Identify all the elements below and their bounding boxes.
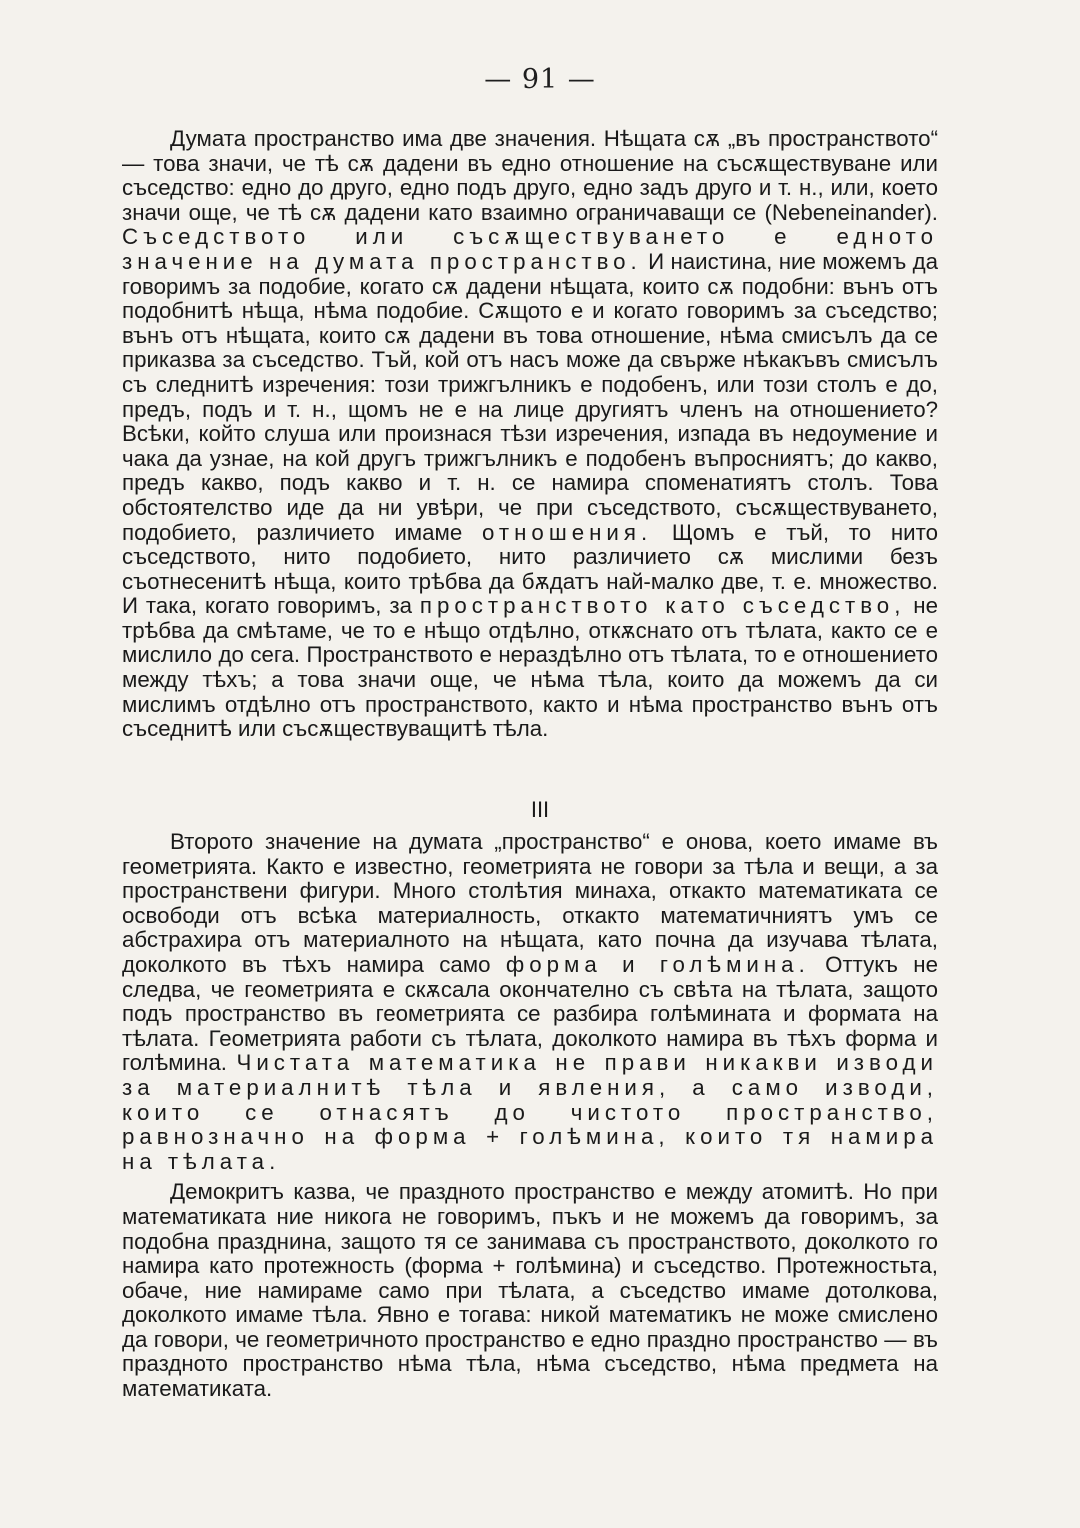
emphasized-text: пространството като съседство, — [419, 593, 906, 619]
text-run: Демокритъ казва, че праздното пространство е между атомитѣ. Но при математиката ние никога не говоримъ, пъкъ и не можемъ да говоримъ, за подобна празднина, защото тя се занимава съ пространството, доколкото го намира като протежность (форма + голѣмина) и съседство. Протежностьта, обаче, ние намираме само при тѣлата, а съседство имаме дотолкова, доколкото имаме тѣла. Явно е тогава: никой математикъ не може смислено да говори, че геометричното пространство е едно праздно пространство — въ праздното пространство нѣма тѣла, нѣма съседство, нѣма предмета на математиката. — [122, 1179, 938, 1402]
text-run: Второто значение на думата „пространство“ е онова, което имаме въ геометрията. Както е известно, геометрията не говори за тѣла и вещи, а за пространствени фигури. Много столѣтия минаха, откакто математиката се освободи отъ всѣка материалность, откакто математичниятъ умъ се абстрахира отъ материалното на нѣщата, като почна да изучава тѣлата, доколкото въ тѣхъ намира само — [122, 829, 938, 977]
paragraph — [122, 127, 938, 742]
text-run: Щомъ е тъй, то нито съседството, нито подобието, нито различието сѫ мислими безъ съотнесенитѣ нѣща, които трѣбва да бѫдатъ най-малко две, т. е. множество. И така, когато говоримъ, за — [122, 519, 938, 619]
text-block-section-ii — [122, 127, 938, 742]
text-run: И наистина, ние можемъ да говоримъ за подобие, когато сѫ дадени нѣщата, които сѫ подобни: вънъ отъ подобнитѣ нѣща, нѣма подобие. Сѫщото е и когато говоримъ за съседство; вънъ отъ нѣщата, които сѫ дадени въ това отношение, нѣма смисълъ да се приказва за съседство. Тъй, кой отъ насъ може да свърже нѣкакъвъ смисълъ съ следнитѣ изречения: този трижгълникъ е подобенъ, или този столъ е до, предъ, подъ и т. н., щомъ не е на лице другиятъ членъ на отношението? Всѣки, който слуша или произнася тѣзи изречения, изпада въ недоумение и чака да узнае, на кой другъ трижгълникъ е подобенъ въпросниятъ; до какво, предъ какво, подъ какво и т. н. се намира споменатиятъ столъ. Това обстоятелство иде да ни увѣри, че при съседството, съсѫществуването, подобието, различието имаме — [122, 248, 939, 545]
emphasized-text: форма и голѣмина. — [505, 951, 810, 977]
text-run: не трѣбва да смѣтаме, че то е нѣщо отдѣлно, откѫснато отъ тѣлата, както се е мислило до сега. Пространството е нераздѣлно отъ тѣлата, то е отношението между тѣхъ; а това значи още, че нѣма тѣла, които да можемъ да си мислимъ отдѣлно отъ пространството, както и нѣма пространство вънъ отъ съседнитѣ или съсѫществуващитѣ тѣла. — [122, 593, 938, 742]
paragraph — [122, 1180, 938, 1401]
text-run: Думата пространство има две значения. Нѣщата сѫ „въ пространството“ — това значи, че тѣ сѫ дадени въ едно отношение на съсѫществуване или съседство: едно до друго, едно подъ друго, едно задъ друго и т. н., или, което значи още, че тѣ сѫ дадени като взаимно ограничаващи се (Nebeneinander). — [122, 126, 938, 225]
paragraph — [122, 830, 938, 1174]
section-heading: III — [530, 797, 550, 822]
emphasized-text: Чистата математика не прави никакви изводи за материалнитѣ тѣла и явления, а само изводи, които се отнасятъ до чистото пространство, равнозначно на форма + голѣмина, които тя намира на тѣлата. — [122, 1050, 938, 1174]
emphasized-text: Съседството или съсѫществуването е едното значение на думата пространство. — [122, 224, 938, 274]
emphasized-text: отношения. — [481, 519, 653, 545]
page-number: — 91 — — [484, 64, 596, 95]
text-block-section-iii — [122, 830, 938, 1402]
text-run: Оттукъ не следва, че геометрията е скѫсала окончателно съ свѣта на тѣлата, защото подъ пространство въ геометрията се разбира голѣмината и формата на тѣлата. Геометрията работи съ тѣлата, доколкото намира въ тѣхъ форма и голѣмина. — [122, 951, 939, 1076]
